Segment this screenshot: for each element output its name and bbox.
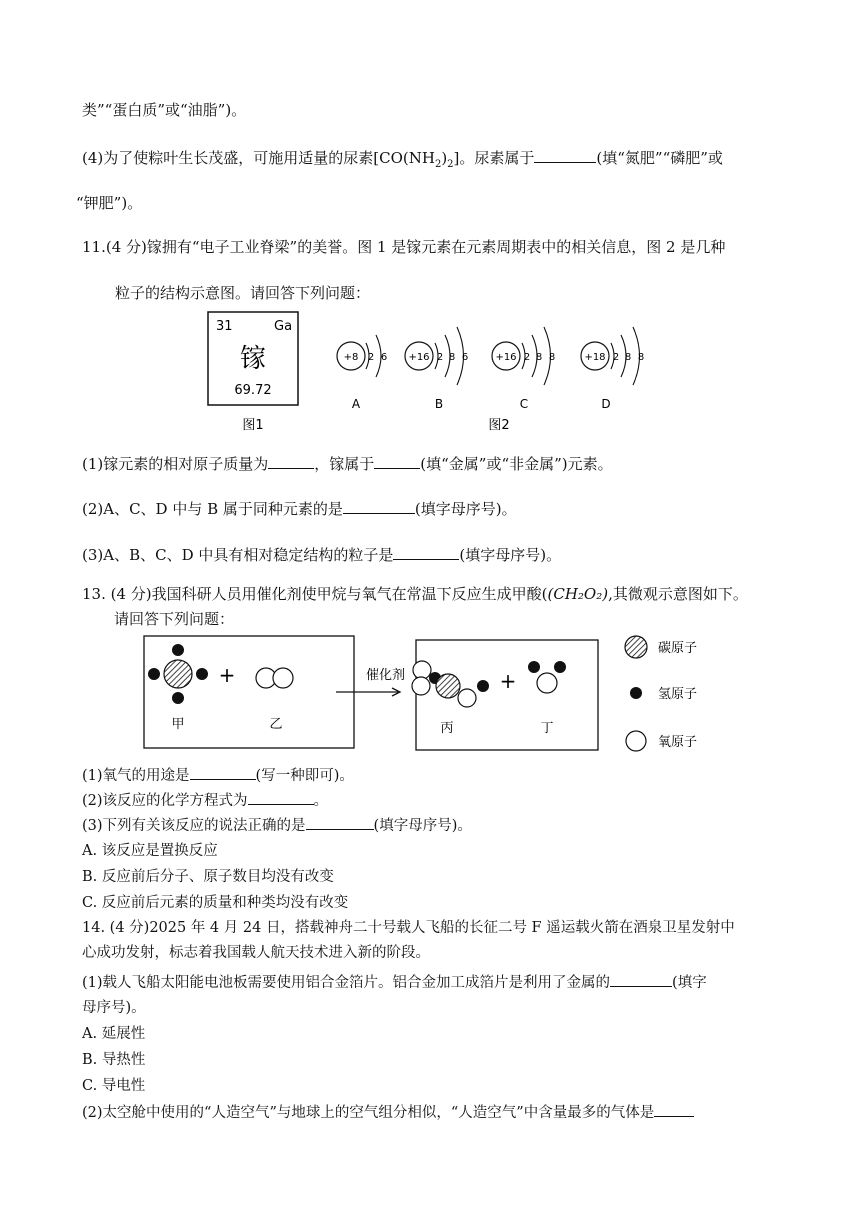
- q11-part2-text-a: (2)A、C、D 中与 B 属于同种元素的是: [82, 500, 343, 518]
- atom-b-nucleus: +16: [408, 352, 430, 363]
- legend-hydrogen-icon: [630, 687, 642, 699]
- q13-part1-blank[interactable]: [190, 765, 256, 780]
- q11-part3: [82, 545, 561, 565]
- atom-c-shell-1: 2: [523, 352, 531, 363]
- label-bing: 丙: [440, 721, 454, 736]
- fig1-label: 图1: [242, 418, 264, 433]
- q13-formula: (CH₂O₂): [547, 585, 609, 603]
- q10-line-continuation: 类”“蛋白质”或“油脂”)。: [82, 101, 247, 119]
- element-cell: [208, 312, 298, 405]
- q14-part1: [82, 972, 707, 993]
- q11-part3-text-a: (3)A、B、C、D 中具有相对稳定结构的粒子是: [82, 546, 394, 564]
- q11-stem-line1: 11.(4 分)镓拥有“电子工业脊梁”的美誉。图 1 是镓元素在元素周期表中的相关信息，图 2 是几种: [82, 238, 726, 256]
- q10-part4-text-a: (4)为了使粽叶生长茂盛，可施用适量的尿素[CO(NH: [82, 149, 435, 167]
- q10-part4: (4)为了使粽叶生长茂盛，可施用适量的尿素$[CO(NH_2)_2]$。尿素属于 (填“氮肥”“磷肥”或: [82, 149, 723, 170]
- q13-part3: [82, 815, 472, 836]
- q13-part1-text-a: (1)氧气的用途是: [82, 768, 190, 784]
- plus-sign-left: +: [218, 663, 236, 687]
- q13-stem-line1: [82, 584, 748, 604]
- q11-part2: [82, 499, 517, 519]
- q14-option-b[interactable]: B. 导热性: [82, 1052, 146, 1068]
- q13-option-b[interactable]: B. 反应前后分子、原子数目均没有改变: [82, 869, 334, 885]
- q13-part2: [82, 790, 328, 811]
- atom-c-label: C: [519, 397, 529, 411]
- q11-part2-blank[interactable]: [343, 499, 415, 514]
- label-jia: 甲: [171, 717, 185, 732]
- q13-part3-blank[interactable]: [306, 815, 374, 830]
- atom-a-shell-2: 6: [380, 352, 388, 363]
- q14-option-c[interactable]: C. 导电性: [82, 1078, 146, 1094]
- q10-part4-text-d: (填“氮肥”“磷肥”或: [596, 149, 723, 167]
- label-ding: 丁: [540, 721, 554, 736]
- q10-part4-blank[interactable]: [534, 148, 596, 163]
- q13-part3-text-b: (填字母序号)。: [373, 818, 472, 834]
- atom-c-nucleus: +16: [495, 352, 517, 363]
- legend-carbon-icon: [625, 636, 647, 658]
- q13-part2-text-a: (2)该反应的化学方程式为: [82, 793, 248, 809]
- atom-d-label: D: [601, 397, 611, 411]
- q11-figures: [200, 308, 680, 440]
- q11-part3-text-b: (填字母序号)。: [459, 546, 562, 564]
- element-mass: 69.72: [234, 383, 272, 398]
- q14-part2-blank[interactable]: [654, 1102, 694, 1117]
- atom-b-shell-2: 8: [448, 352, 456, 363]
- q13-option-c[interactable]: C. 反应前后元素的质量和种类均没有改变: [82, 895, 349, 911]
- q10-part4-text-b: ): [441, 149, 448, 167]
- q13-part2-text-b: 。: [313, 793, 329, 809]
- legend-carbon: 碳原子: [658, 641, 698, 656]
- q14-part1-text-a: (1)载人飞船太阳能电池板需要使用铝合金箔片。铝合金加工成箔片是利用了金属的: [82, 975, 611, 991]
- atom-c-shell-3: 8: [548, 352, 556, 363]
- q14-part2: [82, 1102, 694, 1123]
- element-name: 镓: [239, 344, 267, 374]
- q11-part3-blank[interactable]: [393, 545, 459, 560]
- q13-reaction-diagram: [140, 628, 740, 756]
- atom-a-label: A: [351, 397, 361, 411]
- q11-part1-text-b: ，镓属于: [314, 455, 375, 473]
- q14-option-a[interactable]: A. 延展性: [82, 1026, 146, 1042]
- q11-part1-blank-2[interactable]: [374, 454, 420, 469]
- atom-a: [337, 335, 387, 411]
- q13-stem-line2: 请回答下列问题：: [114, 610, 235, 628]
- molecule-yi-oxygen: [256, 668, 293, 688]
- atom-d: [581, 327, 644, 411]
- element-number: 31: [216, 319, 233, 334]
- plus-sign-right: +: [499, 669, 517, 693]
- q10-part4-text-c: ]。尿素属于: [453, 149, 535, 167]
- q13-option-a[interactable]: A. 该反应是置换反应: [82, 843, 218, 859]
- q11-stem-line2: 粒子的结构示意图。请回答下列问题：: [115, 284, 371, 302]
- q14-part1-blank[interactable]: [610, 972, 672, 987]
- legend-oxygen: 氧原子: [658, 735, 698, 750]
- atom-d-nucleus: +18: [584, 352, 606, 363]
- atom-c: [492, 327, 555, 411]
- atom-c-shell-2: 8: [535, 352, 543, 363]
- q11-part2-text-b: (填字母序号)。: [414, 500, 517, 518]
- atom-b: [405, 327, 468, 411]
- molecule-jia-methane: [148, 644, 208, 704]
- atom-d-shell-2: 8: [624, 352, 632, 363]
- label-yi: 乙: [269, 717, 283, 732]
- molecule-bing-formic-acid: [412, 661, 489, 707]
- q14-stem-line2: 心成功发射，标志着我国载人航天技术进入新的阶段。: [82, 945, 430, 961]
- legend: [625, 636, 697, 751]
- legend-hydrogen: 氢原子: [658, 687, 698, 702]
- q13-part1: [82, 765, 354, 786]
- atom-a-shell-1: 2: [367, 352, 375, 363]
- q13-stem-text-a: 13. (4 分)我国科研人员用催化剂使甲烷与氧气在常温下反应生成甲酸(: [82, 585, 548, 603]
- q13-part1-text-b: (写一种即可)。: [255, 768, 354, 784]
- atom-d-shell-3: 8: [637, 352, 645, 363]
- q11-part1-blank-1[interactable]: [268, 454, 314, 469]
- atom-b-shell-1: 2: [436, 352, 444, 363]
- atom-a-nucleus: +8: [343, 352, 359, 363]
- arrow-label: 催化剂: [366, 668, 406, 683]
- q14-stem-line1: 14. (4 分)2025 年 4 月 24 日，搭载神舟二十号载人飞船的长征二号 F 遥运载火箭在酒泉卫星发射中: [82, 920, 735, 936]
- q14-part1-text-b: (填字: [672, 975, 707, 991]
- q11-part1-text-a: (1)镓元素的相对原子质量为: [82, 455, 269, 473]
- fig2-label: 图2: [488, 418, 510, 433]
- q13-stem-text-b: ,其微观示意图如下。: [608, 585, 748, 603]
- atom-b-label: B: [434, 397, 444, 411]
- atom-d-shell-1: 2: [612, 352, 620, 363]
- q13-part2-blank[interactable]: [248, 790, 314, 805]
- atom-b-shell-3: 6: [461, 352, 469, 363]
- legend-oxygen-icon: [626, 731, 646, 751]
- q11-part1-text-c: (填“金属”或“非金属”)元素。: [420, 455, 613, 473]
- q13-part3-text-a: (3)下列有关该反应的说法正确的是: [82, 818, 306, 834]
- element-symbol: Ga: [274, 319, 293, 334]
- q14-part2-text-a: (2)太空舱中使用的“人造空气”与地球上的空气组分相似，“人造空气”中含量最多的气体是: [82, 1105, 655, 1121]
- q11-part1: [82, 454, 613, 474]
- molecule-ding-water: [528, 661, 566, 693]
- q10-part4-end: “钾肥”)。: [76, 194, 143, 212]
- q14-part1-cont: 母序号)。: [82, 1000, 146, 1016]
